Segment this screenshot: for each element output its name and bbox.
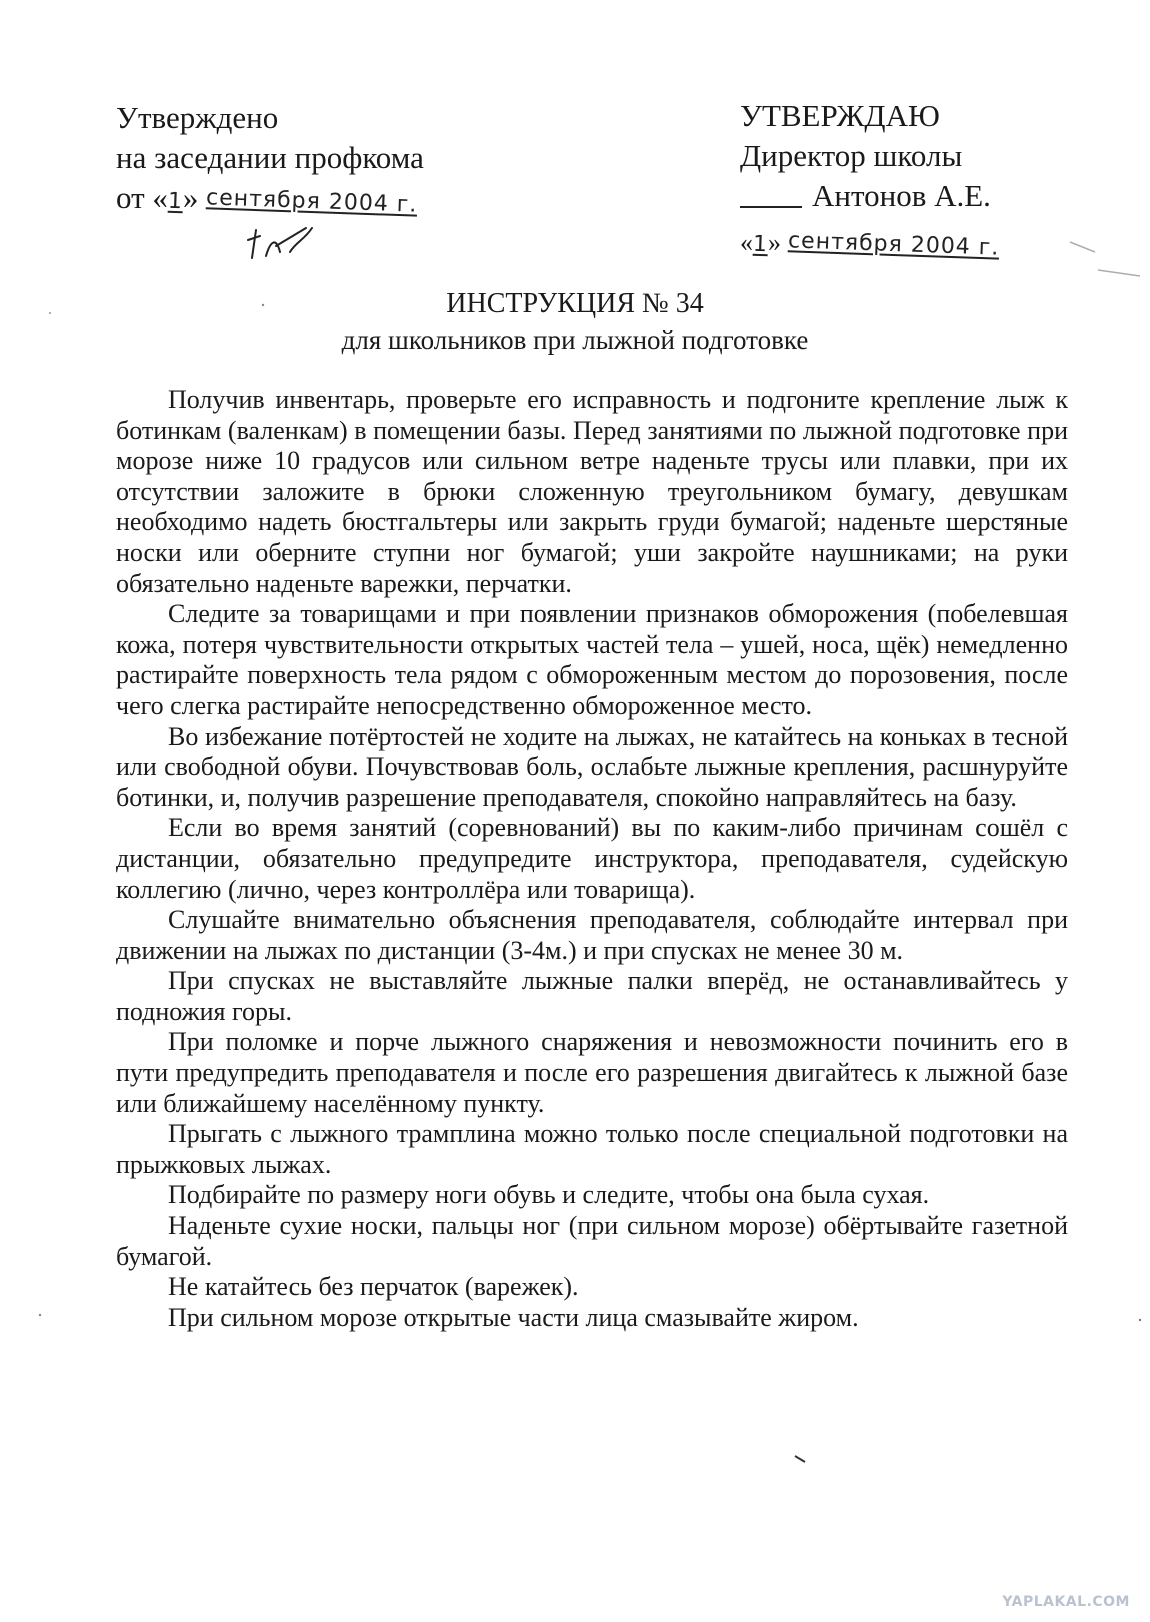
director-date: [740, 228, 1000, 261]
date-prefix: от: [116, 180, 145, 215]
approval-block-profkom: [116, 98, 424, 222]
date-open-quote: «: [740, 228, 753, 257]
document-subtitle: для школьников при лыжной подготовке: [341, 325, 809, 355]
paragraph: При спусках не выставляйте лыжные палки вперёд, не останавливайтесь у подножия горы.: [116, 966, 1068, 1026]
handwritten-day: 1: [167, 188, 184, 215]
date-close-quote: »: [182, 180, 199, 215]
signature-scribble: [246, 222, 326, 262]
approval-block-director: [740, 96, 991, 216]
paragraph: Следите за товарищами и при появлении признаков обморожения (побелевшая кожа, потеря чувствительности открытых частей тела – ушей, носа, щёк) немедленно растирайте поверхность тела рядом с обмороженным местом до порозовения, после чего слегка растирайте непосредственно обмороженное место.: [116, 599, 1068, 720]
approved-label: Утверждено: [116, 100, 279, 135]
paragraph: Прыгать с лыжного трамплина можно только после специальной подготовки на прыжковых лыжах.: [116, 1119, 1068, 1179]
handwritten-month-year: сентября 2004 г.: [205, 185, 418, 218]
handwritten-month-year: сентября 2004 г.: [787, 228, 1000, 261]
director-title: Директор школы: [740, 138, 963, 173]
paragraph: Наденьте сухие носки, пальцы ног (при сильном морозе) обёртывайте газетной бумагой.: [116, 1211, 1068, 1271]
date-open-quote: «: [152, 180, 168, 215]
paragraph: Получив инвентарь, проверьте его исправность и подгоните крепление лыж к ботинкам (валенкам) в помещении базы. Перед занятиями по лыжной подготовке при морозе ниже 10 градусов или сильном ветре наденьте трусы или плавки, при их отсутствии заложите в брюки сложенную треугольником бумагу, девушкам необходимо надеть бюстгальтеры или закрыть груди бумагой; наденьте шерстяные носки или оберните ступни ног бумагой; уши закройте наушниками; на руки обязательно наденьте варежки, перчатки.: [116, 385, 1068, 598]
handwritten-day: 1: [752, 231, 769, 258]
approved-meeting-label: на заседании профкома: [116, 140, 424, 175]
instruction-body: [116, 385, 1068, 1333]
paragraph: Не катайтесь без перчаток (варежек).: [168, 1272, 579, 1302]
paragraph: При сильном морозе открытые части лица смазывайте жиром.: [168, 1302, 859, 1332]
paragraph: Подбирайте по размеру ноги обувь и следите, чтобы она была сухая.: [168, 1180, 930, 1210]
paragraph: Если во время занятий (соревнований) вы по каким-либо причинам сошёл с дистанции, обязательно предупредите инструктора, преподавателя, судейскую коллегию (лично, через контроллёра или товарища).: [116, 813, 1068, 904]
paragraph: Слушайте внимательно объяснения преподавателя, соблюдайте интервал при движении на лыжах по дистанции (3-4м.) и при спусках не менее 30 м.: [116, 905, 1068, 965]
approve-heading: УТВЕРЖДАЮ: [740, 98, 940, 133]
director-signature-line: [740, 176, 991, 216]
director-name: Антонов А.Е.: [812, 178, 991, 213]
approved-date: [116, 178, 424, 222]
document-title: ИНСТРУКЦИЯ № 34: [446, 288, 704, 319]
paragraph: При поломке и порче лыжного снаряжения и невозможности починить его в пути предупредить преподавателя и после его разрешения двигайтесь к лыжной базе или ближайшему населённому пункту.: [116, 1027, 1068, 1118]
signature-blank: [740, 206, 802, 208]
date-close-quote: »: [768, 228, 781, 257]
site-watermark: YAPLAKAL.COM: [1002, 1594, 1130, 1610]
paragraph: Во избежание потёртостей не ходите на лыжах, не катайтесь на коньках в тесной или свободной обуви. Почувствовав боль, ослабьте лыжные крепления, расшнуруйте ботинки, и, получив разрешение преподавателя, спокойно направляйтесь на базу.: [116, 721, 1068, 812]
